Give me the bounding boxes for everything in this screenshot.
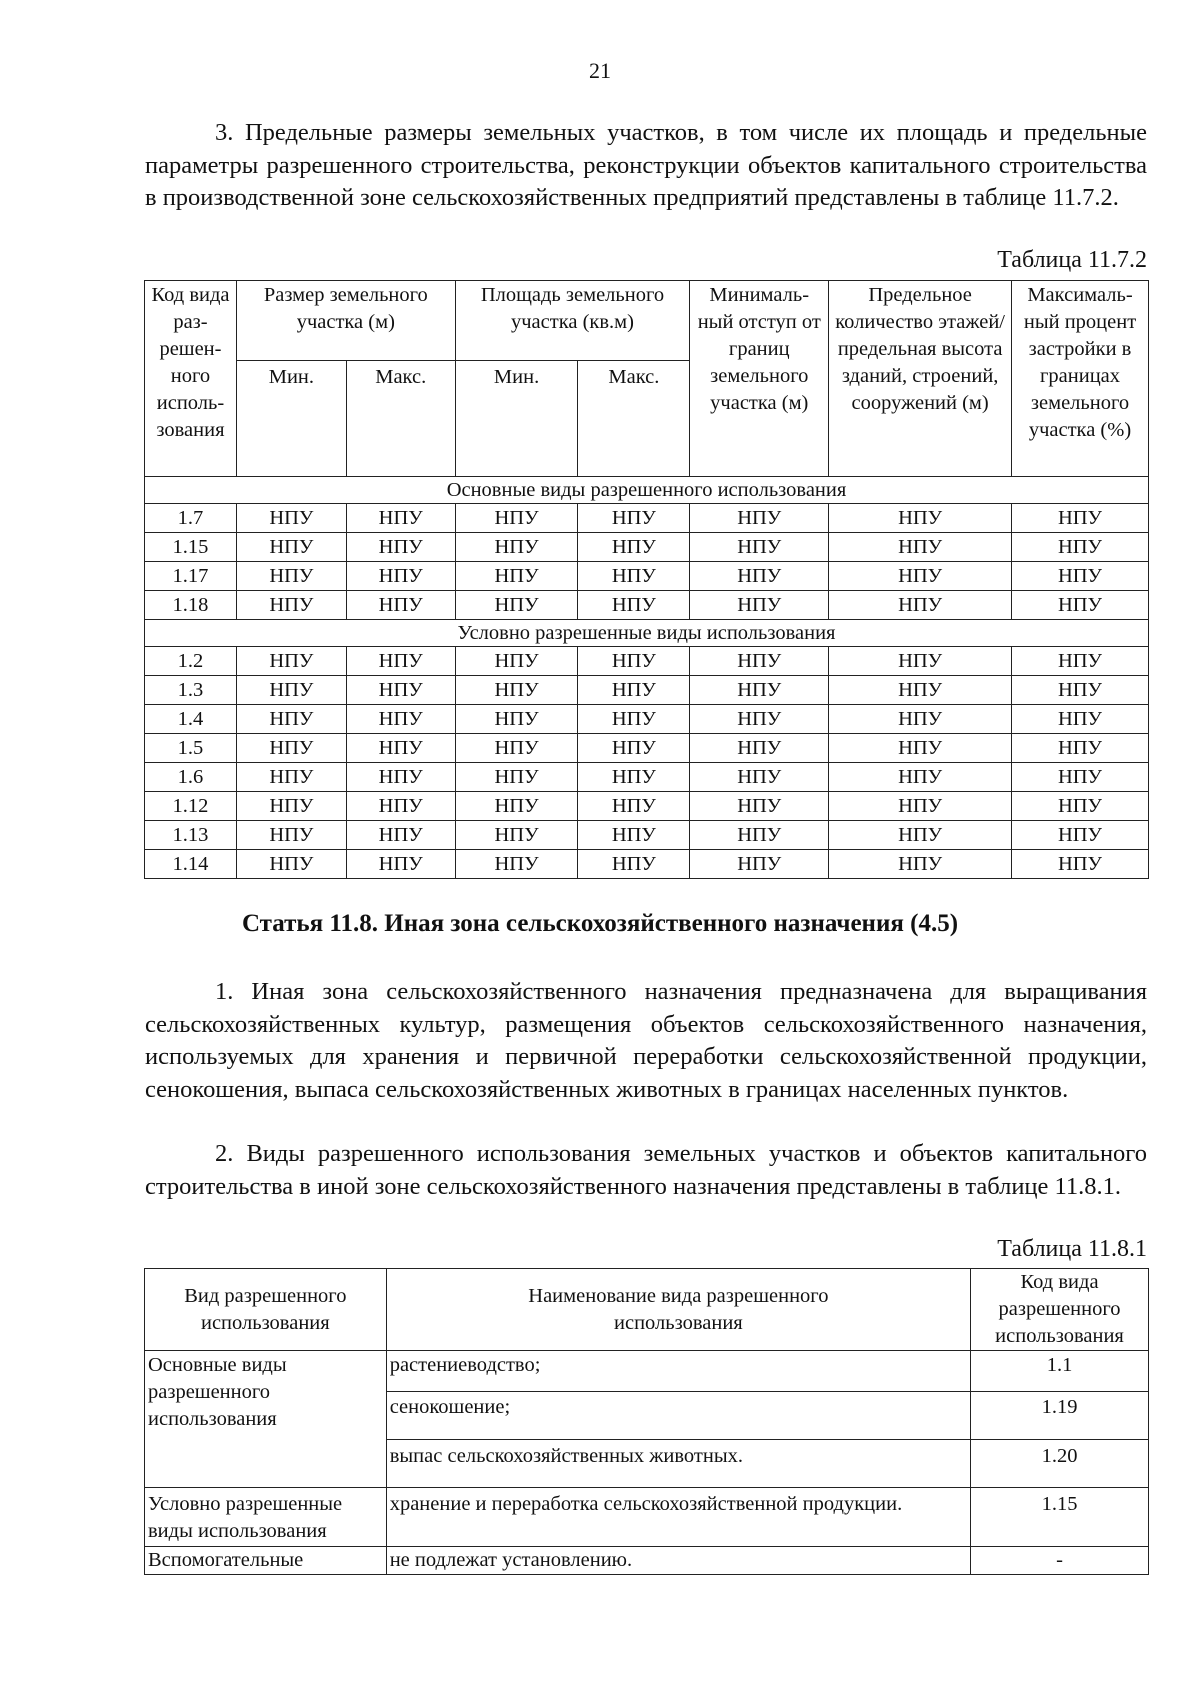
row-value-cell: НПУ: [829, 705, 1012, 734]
row-value-cell: НПУ: [1012, 763, 1149, 792]
row-value-cell: НПУ: [829, 647, 1012, 676]
row-value-cell: НПУ: [346, 850, 455, 879]
row-value-cell: НПУ: [690, 734, 829, 763]
row-code-cell: 1.13: [145, 821, 237, 850]
header-max-percent: Максималь-ный процент застройки в границах земельного участка (%): [1012, 281, 1149, 477]
row-value-cell: НПУ: [690, 850, 829, 879]
row-code-cell: 1.3: [145, 676, 237, 705]
header-code: Код вида раз-решен-ного исполь-зования: [145, 281, 237, 477]
row-code: 1.1: [971, 1351, 1149, 1392]
row-name: растениеводство;: [386, 1351, 970, 1392]
row-value-cell: НПУ: [346, 763, 455, 792]
row-value-cell: НПУ: [236, 647, 346, 676]
row-value-cell: НПУ: [455, 792, 578, 821]
row-value-cell: НПУ: [346, 734, 455, 763]
main-rows: [145, 504, 1149, 620]
row-value-cell: НПУ: [236, 763, 346, 792]
table-row: [145, 533, 1149, 562]
header-area-min: Мин.: [455, 361, 578, 477]
row-code-cell: 1.12: [145, 792, 237, 821]
header-row: [145, 281, 1149, 361]
row-value-cell: НПУ: [829, 763, 1012, 792]
row-value-cell: НПУ: [829, 533, 1012, 562]
header-size-min: Мин.: [236, 361, 346, 477]
row-value-cell: НПУ: [578, 821, 690, 850]
row-code: 1.19: [971, 1392, 1149, 1440]
table-11-7-2-caption: Таблица 11.7.2: [997, 247, 1147, 273]
row-code-cell: 1.15: [145, 533, 237, 562]
table-row: [145, 504, 1149, 533]
row-value-cell: НПУ: [236, 562, 346, 591]
row-value-cell: НПУ: [455, 850, 578, 879]
row-value-cell: НПУ: [690, 591, 829, 620]
row-value-cell: НПУ: [236, 705, 346, 734]
row-value-cell: НПУ: [829, 850, 1012, 879]
table-row: [145, 705, 1149, 734]
row-value-cell: НПУ: [829, 821, 1012, 850]
row-value-cell: НПУ: [829, 562, 1012, 591]
header-row: [145, 1269, 1149, 1351]
row-value-cell: НПУ: [346, 504, 455, 533]
table-row: [145, 734, 1149, 763]
table-row: [145, 676, 1149, 705]
row-code-cell: 1.17: [145, 562, 237, 591]
row-value-cell: НПУ: [455, 821, 578, 850]
header-code: Код вида разрешенного использования: [971, 1269, 1149, 1351]
table-row: [145, 763, 1149, 792]
row-value-cell: НПУ: [236, 734, 346, 763]
row-value-cell: НПУ: [829, 676, 1012, 705]
row-value-cell: НПУ: [455, 734, 578, 763]
row-value-cell: НПУ: [690, 676, 829, 705]
row-value-cell: НПУ: [1012, 647, 1149, 676]
row-value-cell: НПУ: [690, 821, 829, 850]
table-row: [145, 647, 1149, 676]
row-value-cell: НПУ: [1012, 705, 1149, 734]
row-code-cell: 1.18: [145, 591, 237, 620]
row-code-cell: 1.4: [145, 705, 237, 734]
row-value-cell: НПУ: [578, 792, 690, 821]
row-value-cell: НПУ: [346, 792, 455, 821]
row-code-cell: 1.2: [145, 647, 237, 676]
row-value-cell: НПУ: [690, 562, 829, 591]
row-value-cell: НПУ: [236, 792, 346, 821]
group-main: Основные виды разрешенного использования: [145, 1351, 387, 1488]
row-value-cell: НПУ: [455, 763, 578, 792]
row-name: выпас сельскохозяйственных животных.: [386, 1440, 970, 1488]
row-value-cell: НПУ: [829, 504, 1012, 533]
row-value-cell: НПУ: [346, 562, 455, 591]
row-value-cell: НПУ: [578, 533, 690, 562]
row-value-cell: НПУ: [346, 533, 455, 562]
row-name: сенокошение;: [386, 1392, 970, 1440]
row-value-cell: НПУ: [1012, 676, 1149, 705]
row-value-cell: НПУ: [455, 504, 578, 533]
header-name: Наименование вида разрешенного использования: [386, 1269, 970, 1351]
section-row-conditional: [145, 620, 1149, 647]
row-value-cell: НПУ: [1012, 504, 1149, 533]
row-value-cell: НПУ: [690, 705, 829, 734]
row-value-cell: НПУ: [1012, 734, 1149, 763]
row-value-cell: НПУ: [578, 850, 690, 879]
row-value-cell: НПУ: [455, 533, 578, 562]
row-value-cell: НПУ: [236, 821, 346, 850]
header-floors: Предельное количество этажей/ предельная высота зданий, строений, сооружений (м): [829, 281, 1012, 477]
table-row: [145, 850, 1149, 879]
conditional-rows: [145, 647, 1149, 879]
table-row: [145, 1351, 1149, 1392]
row-value-cell: НПУ: [578, 734, 690, 763]
row-value-cell: НПУ: [1012, 533, 1149, 562]
row-code: 1.20: [971, 1440, 1149, 1488]
header-min-indent: Минималь-ный отступ от границ земельного участка (м): [690, 281, 829, 477]
row-value-cell: НПУ: [690, 504, 829, 533]
row-value-cell: НПУ: [455, 676, 578, 705]
table-row: [145, 1547, 1149, 1575]
row-value-cell: НПУ: [1012, 591, 1149, 620]
table-row: [145, 821, 1149, 850]
section-main-label: Основные виды разрешенного использования: [145, 477, 1149, 504]
row-code-cell: 1.5: [145, 734, 237, 763]
group-auxiliary: Вспомогательные: [145, 1547, 387, 1575]
row-value-cell: НПУ: [578, 504, 690, 533]
row-value-cell: НПУ: [578, 591, 690, 620]
row-value-cell: НПУ: [578, 647, 690, 676]
table-11-7-2: [144, 280, 1149, 879]
table-row: [145, 792, 1149, 821]
row-value-cell: НПУ: [578, 562, 690, 591]
row-value-cell: НПУ: [578, 676, 690, 705]
row-value-cell: НПУ: [236, 850, 346, 879]
row-value-cell: НПУ: [236, 504, 346, 533]
row-value-cell: НПУ: [1012, 562, 1149, 591]
row-value-cell: НПУ: [236, 676, 346, 705]
group-conditional: Условно разрешенные виды использования: [145, 1488, 387, 1547]
row-value-cell: НПУ: [455, 591, 578, 620]
row-code: 1.15: [971, 1488, 1149, 1547]
table-11-8-1: [144, 1268, 1149, 1575]
section-row-main: [145, 477, 1149, 504]
row-value-cell: НПУ: [346, 676, 455, 705]
row-name: хранение и переработка сельскохозяйственной продукции.: [386, 1488, 970, 1547]
header-area-max: Макс.: [578, 361, 690, 477]
section-conditional-label: Условно разрешенные виды использования: [145, 620, 1149, 647]
row-value-cell: НПУ: [346, 591, 455, 620]
page-number: 21: [589, 58, 611, 83]
table-row: [145, 591, 1149, 620]
row-value-cell: НПУ: [455, 705, 578, 734]
row-value-cell: НПУ: [829, 591, 1012, 620]
row-value-cell: НПУ: [1012, 821, 1149, 850]
row-code-cell: 1.7: [145, 504, 237, 533]
row-value-cell: НПУ: [578, 705, 690, 734]
row-value-cell: НПУ: [829, 734, 1012, 763]
row-value-cell: НПУ: [455, 562, 578, 591]
row-value-cell: НПУ: [1012, 850, 1149, 879]
row-value-cell: НПУ: [346, 821, 455, 850]
row-value-cell: НПУ: [1012, 792, 1149, 821]
row-value-cell: НПУ: [829, 792, 1012, 821]
row-value-cell: НПУ: [690, 533, 829, 562]
table-row: [145, 1488, 1149, 1547]
row-value-cell: НПУ: [455, 647, 578, 676]
header-plot-area: Площадь земельного участка (кв.м): [455, 281, 690, 361]
header-plot-size: Размер земельного участка (м): [236, 281, 455, 361]
row-code-cell: 1.6: [145, 763, 237, 792]
section-3-text: 3. Предельные размеры земельных участков, в том числе их площадь и предельные параметры разрешенного строительства, реконструкции объектов капитального строительства в производственной зоне сельскохозяйственных предприятий представлены в таблице 11.7.2.: [145, 119, 1147, 211]
row-code: -: [971, 1547, 1149, 1575]
row-value-cell: НПУ: [690, 763, 829, 792]
row-name: не подлежат установлению.: [386, 1547, 970, 1575]
article-paragraph-2: 2. Виды разрешенного использования земельных участков и объектов капитального строительства в иной зоне сельскохозяйственного назначения представлены в таблице 11.8.1.: [145, 1140, 1147, 1200]
header-size-max: Макс.: [346, 361, 455, 477]
row-value-cell: НПУ: [690, 647, 829, 676]
row-value-cell: НПУ: [236, 591, 346, 620]
table-11-8-1-caption: Таблица 11.8.1: [997, 1236, 1147, 1262]
article-paragraph-1: 1. Иная зона сельскохозяйственного назначения предназначена для выращивания сельскохозяйственных культур, размещения объектов сельскохозяйственного назначения, используемых для хранения и первичной переработки сельскохозяйственной продукции, сенокошения, выпаса сельскохозяйственных животных в границах населенных пунктов.: [145, 978, 1147, 1103]
row-code-cell: 1.14: [145, 850, 237, 879]
table-row: [145, 562, 1149, 591]
row-value-cell: НПУ: [690, 792, 829, 821]
header-kind: Вид разрешенного использования: [145, 1269, 387, 1351]
article-title: Статья 11.8. Иная зона сельскохозяйственного назначения (4.5): [241, 910, 959, 937]
row-value-cell: НПУ: [236, 533, 346, 562]
row-value-cell: НПУ: [346, 705, 455, 734]
row-value-cell: НПУ: [346, 647, 455, 676]
row-value-cell: НПУ: [578, 763, 690, 792]
